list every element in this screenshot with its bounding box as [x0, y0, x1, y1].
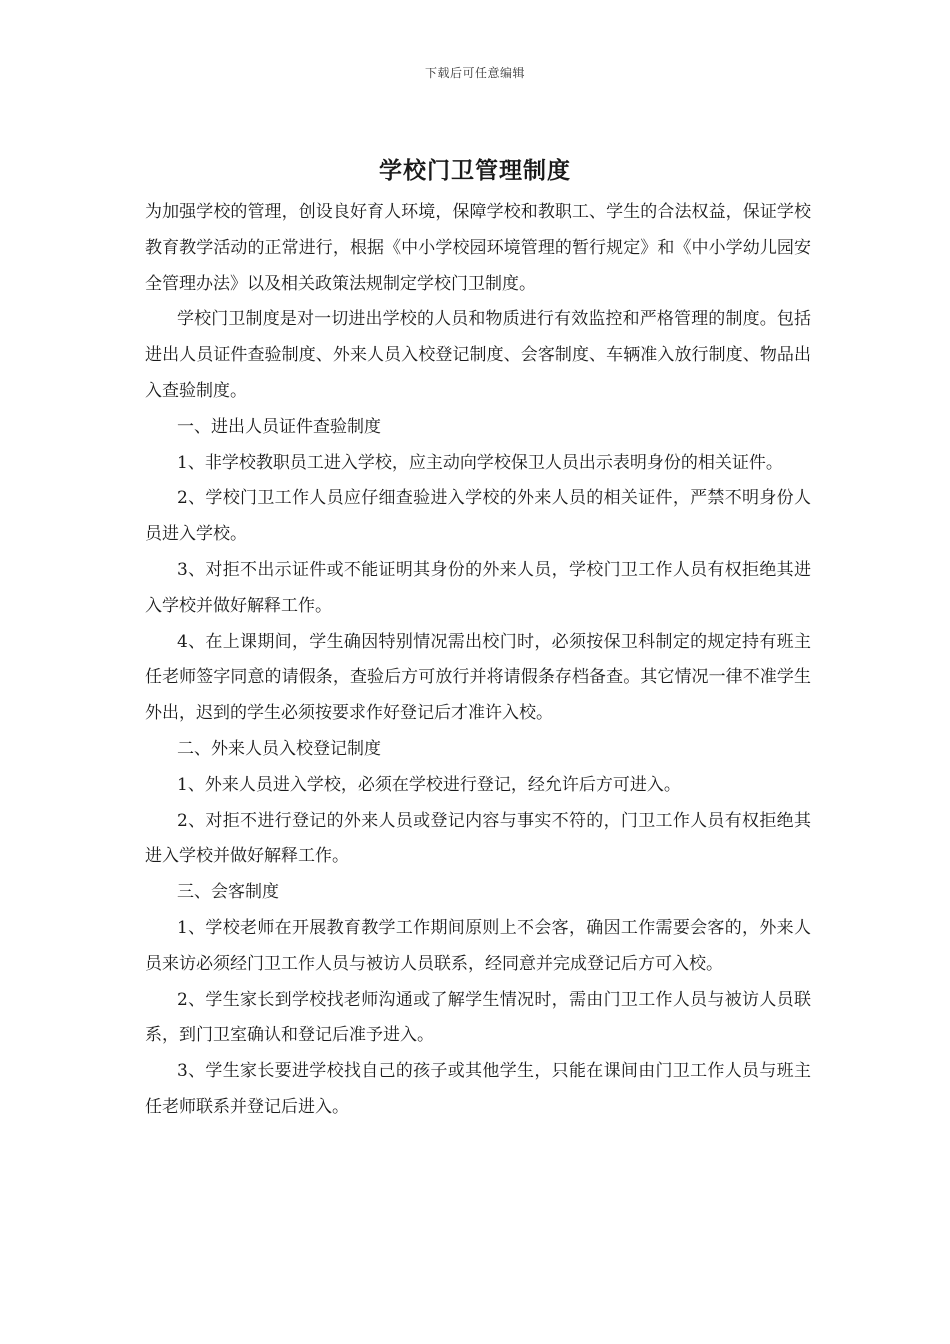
paragraph-item: 2、学校门卫工作人员应仔细查验进入学校的外来人员的相关证件，严禁不明身份人员进入学校。 [145, 488, 811, 545]
paragraph-item: 3、对拒不出示证件或不能证明其身份的外来人员，学校门卫工作人员有权拒绝其进入学校并做好解释工作。 [145, 559, 811, 616]
paragraph-item: 1、学校老师在开展教育教学工作期间原则上不会客，确因工作需要会客的，外来人员来访必须经门卫工作人员与被访人员联系，经同意并完成登记后方可入校。 [145, 917, 811, 974]
document-title: 学校门卫管理制度 [379, 158, 571, 184]
paragraph-item: 1、非学校教职员工进入学校，应主动向学校保卫人员出示表明身份的相关证件。 [177, 452, 783, 473]
paragraph-item: 4、在上课期间，学生确因特别情况需出校门时，必须按保卫科制定的规定持有班主任老师签字同意的请假条，查验后方可放行并将请假条存档备查。其它情况一律不准学生外出，迟到的学生必须按要求作好登记后才准许入校。 [145, 631, 811, 724]
paragraph-intro: 为加强学校的管理，创设良好育人环境，保障学校和教职工、学生的合法权益，保证学校教育教学活动的正常进行，根据《中小学校园环境管理的暂行规定》和《中小学幼儿园安全管理办法》以及相关政策法规制定学校门卫制度。 [145, 202, 811, 294]
section-heading-3: 三、会客制度 [177, 882, 279, 903]
header-note: 下载后可任意编辑 [424, 66, 525, 80]
paragraph-item: 2、学生家长到学校找老师沟通或了解学生情况时，需由门卫工作人员与被访人员联系，到门卫室确认和登记后准予进入。 [145, 989, 811, 1046]
paragraph-item: 2、对拒不进行登记的外来人员或登记内容与事实不符的，门卫工作人员有权拒绝其进入学校并做好解释工作。 [145, 810, 811, 867]
paragraph-item: 3、学生家长要进学校找自己的孩子或其他学生，只能在课间由门卫工作人员与班主任老师联系并登记后进入。 [145, 1061, 811, 1117]
document-body [145, 195, 811, 1126]
section-heading-1: 一、进出人员证件查验制度 [177, 416, 381, 437]
section-heading-2: 二、外来人员入校登记制度 [177, 738, 381, 759]
paragraph-definition: 学校门卫制度是对一切进出学校的人员和物质进行有效监控和严格管理的制度。包括进出人员证件查验制度、外来人员入校登记制度、会客制度、车辆准入放行制度、物品出入查验制度。 [145, 309, 811, 401]
paragraph-item: 1、外来人员进入学校，必须在学校进行登记，经允许后方可进入。 [177, 774, 681, 795]
